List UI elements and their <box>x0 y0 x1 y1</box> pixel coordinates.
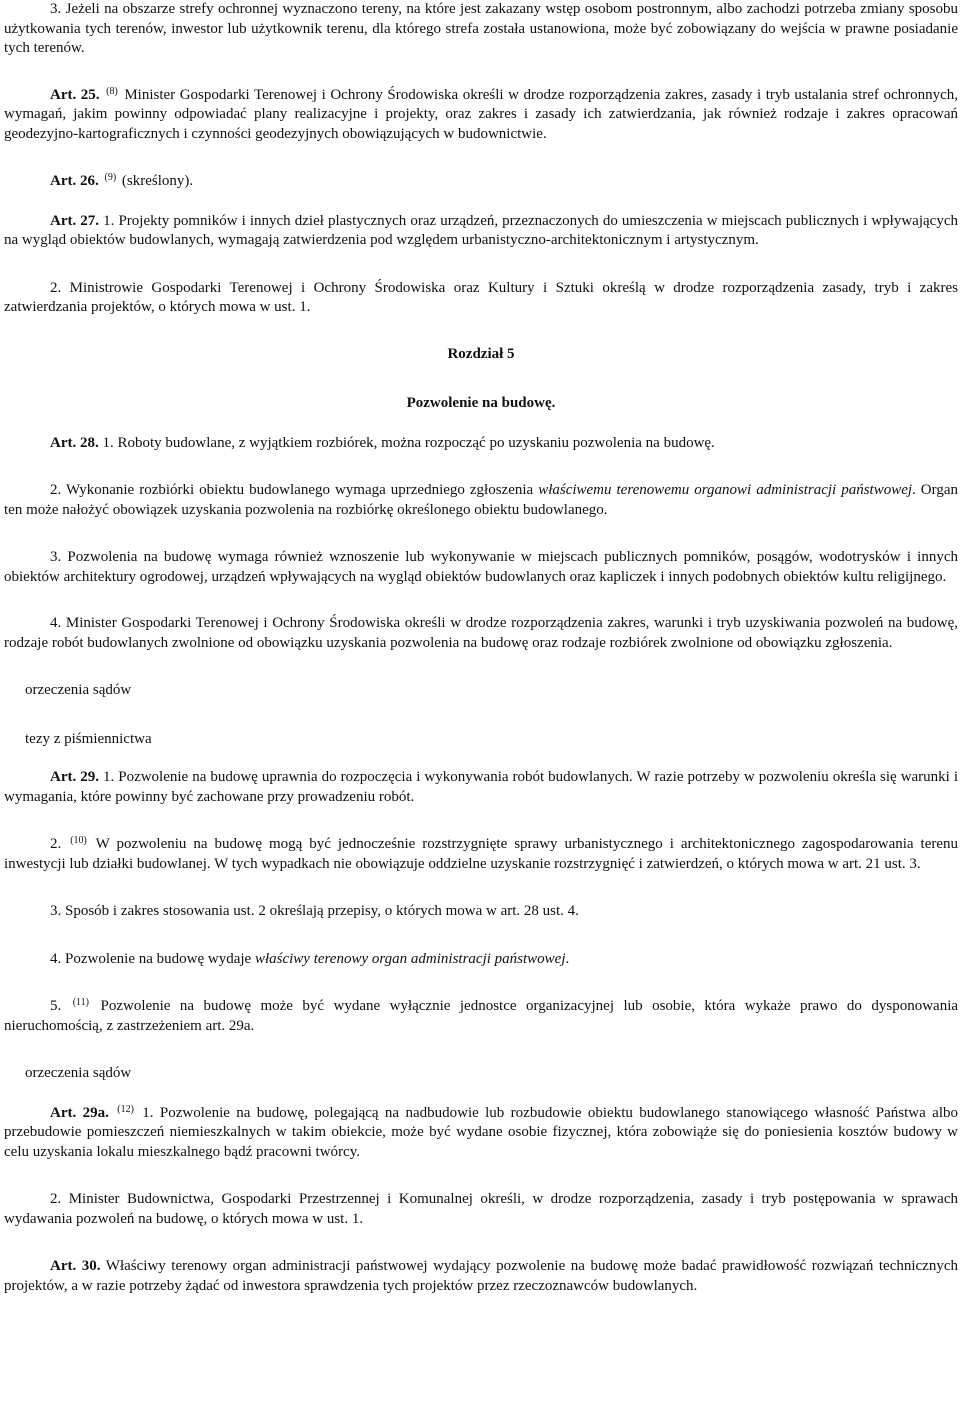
article-28-3: 3. Pozwolenia na budowę wymaga również wznoszenie lub wykonywanie w miejscach publicznych pomników, posągów, wodotrysków i innych obiektów architektury ogrodowej, urządzeń wpływających na wygląd obiektów budowlanych oraz kapliczek i innych podobnych obiektów kultu religijnego. <box>4 549 958 585</box>
article-29a-2: 2. Minister Budownictwa, Gospodarki Przestrzennej i Komunalnej określi, w drodze rozporządzenia, zasady i tryb postępowania w sprawach wydawania pozwoleń na budowę, o których mowa w ust. 1. <box>4 1191 958 1227</box>
article-label: Art. 29a. <box>50 1104 109 1121</box>
article-text-italic: właściwemu terenowemu organowi administracji państwowej <box>538 482 913 498</box>
chapter-heading: Rozdział 5 <box>447 345 515 362</box>
paragraph-number: 5. <box>50 998 62 1014</box>
link-literature-theses[interactable]: tezy z piśmiennictwa <box>25 730 152 747</box>
article-29-2 <box>4 835 958 874</box>
article-label: Art. 28. <box>50 434 99 451</box>
chapter-title: Pozwolenie na budowę. <box>406 395 556 411</box>
article-text: . Organ ten może nałożyć obowiązek uzyskania pozwolenia na rozbiórkę określonego obiektu budowlanego. <box>4 482 959 518</box>
article-text-italic: właściwy terenowy organ administracji państwowej <box>254 950 566 967</box>
link-court-rulings-2[interactable]: orzeczenia sądów <box>25 1065 132 1081</box>
article-28-1 <box>4 434 958 454</box>
footnote-ref-12[interactable]: (12) <box>117 1103 134 1115</box>
article-label: Art. 29. <box>50 769 99 785</box>
article-text: Minister Gospodarki Terenowej i Ochrony Środowiska określi w drodze rozporządzenia zakres, zasady i tryb ustalania stref ochronnych, wymagań, jakim powinny odpowiadać plany realizacyjne i projekty, oraz zakres i zasady ich zatwierdzania, jak również rodzaje i zakres opracowań geodezyjno-kartograficznych i czynności geodezyjnych obowiązujących w budownictwie. <box>4 86 959 142</box>
article-29a-1 <box>4 1104 958 1163</box>
article-25 <box>4 86 958 145</box>
article-27-1 <box>4 212 958 251</box>
article-29-1 <box>4 768 958 807</box>
article-text: W pozwoleniu na budowę mogą być jednocześnie rozstrzygnięte sprawy urbanistycznego i architektonicznego zagospodarowania terenu inwestycji lub działki budowlanej. W tych wypadkach nie obowiązuje oddzielne uzyskanie rozstrzygnięć i zatwierdzeń, o których mowa w art. 21 ust. 3. <box>4 836 959 872</box>
article-30 <box>4 1257 958 1296</box>
article-26 <box>4 172 958 192</box>
footnote-ref-11[interactable]: (11) <box>72 997 90 1008</box>
link-court-rulings[interactable]: orzeczenia sądów <box>25 682 132 698</box>
article-28-2 <box>4 481 958 520</box>
article-text: 2. Wykonanie rozbiórki obiektu budowlanego wymaga uprzedniego zgłoszenia <box>50 482 539 498</box>
article-27-2: 2. Ministrowie Gospodarki Terenowej i Ochrony Środowiska oraz Kultury i Sztuki określą w drodze rozporządzenia zasady, tryb i zakres zatwierdzania projektów, o których mowa w ust. 1. <box>4 279 958 315</box>
article-label: Art. 26. <box>50 173 99 189</box>
footnote-ref-8[interactable]: (8) <box>106 85 118 97</box>
article-text: . <box>565 950 570 967</box>
article-29-4 <box>4 950 958 970</box>
footnote-ref-9[interactable]: (9) <box>104 172 117 183</box>
article-text: 4. Pozwolenie na budowę wydaje <box>50 950 255 967</box>
article-text: 1. Pozwolenie na budowę uprawnia do rozpoczęcia i wykonywania robót budowlanych. W razie potrzeby w pozwoleniu określa się warunki i wymagania, które powinny być zachowane przy prowadzeniu robót. <box>4 769 959 805</box>
article-text: 1. Roboty budowlane, z wyjątkiem rozbiórek, można rozpocząć po uzyskaniu pozwolenia na budowę. <box>102 434 715 451</box>
article-29-5 <box>4 997 958 1036</box>
paragraph-art24-3: 3. Jeżeli na obszarze strefy ochronnej wyznaczono tereny, na które jest zakazany wstęp osobom postronnym, albo zachodzi potrzeba zmiany sposobu użytkowania tych terenów, inwestor lub użytkownik terenu, dla którego strefa została ustanowiona, może być zobowiązany do wejścia w prawne posiadanie tych terenów. <box>4 1 958 56</box>
article-label: Art. 30. <box>50 1258 101 1274</box>
article-29-3: 3. Sposób i zakres stosowania ust. 2 określają przepisy, o których mowa w art. 28 ust. 4. <box>50 903 579 919</box>
article-text: Właściwy terenowy organ administracji państwowej wydający pozwolenie na budowę może badać prawidłowość rozwiązań technicznych projektów, a w razie potrzeby żądać od inwestora sprawdzenia tych projektów przez rzeczoznawców budowlanych. <box>4 1258 958 1294</box>
article-28-4: 4. Minister Gospodarki Terenowej i Ochrony Środowiska określi w drodze rozporządzenia zakres, warunki i tryb uzyskiwania pozwoleń na budowę, rodzaje robót budowlanych zwolnione od obowiązku uzyskania pozwolenia na budowę oraz rodzaje rozbiórek zwolnione od obowiązku zgłoszenia. <box>4 615 958 651</box>
paragraph-number: 2. <box>50 836 62 852</box>
article-text: 1. Pozwolenie na budowę, polegającą na nadbudowie lub rozbudowie obiektu budowlanego stanowiącego własność Państwa albo przebudowie pomieszczeń niemieszkalnych w takim obiekcie, może być wydane osobie fizycznej, która zobowiąże się do poniesienia kosztów budowy w celu uzyskania lokalu mieszkalnego bądź pracowni twórcy. <box>4 1104 958 1160</box>
article-label: Art. 27. <box>50 212 100 229</box>
article-label: Art. 25. <box>50 86 100 103</box>
footnote-ref-10[interactable]: (10) <box>70 835 87 846</box>
article-text: 1. Projekty pomników i innych dzieł plastycznych oraz urządzeń, przeznaczonych do umieszczenia w miejscach publicznych i wpływających na wygląd obiektów budowlanych, wymagają zatwierdzenia pod względem urbanistyczno-architektonicznym i artystycznym. <box>4 212 958 248</box>
article-text: (skreślony). <box>121 173 194 189</box>
article-text: Pozwolenie na budowę może być wydane wyłącznie jednostce organizacyjnej lub osobie, która wykaże prawo do dysponowania nieruchomością, z zastrzeżeniem art. 29a. <box>4 998 959 1034</box>
